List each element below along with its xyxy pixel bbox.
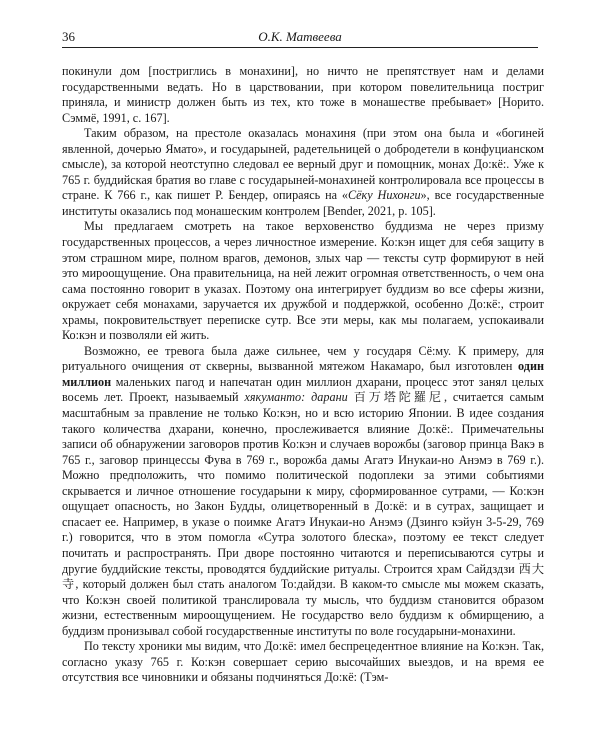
paragraph-text: , считается самым масштабным за правление не только Ко:кэн, но и всю историю Японии. В идее создания такого количества дхарани, конечно, прослеживается влияние До:кё:. Примечательны записи об обнаружении заговоров против Ко:кэн и случаев ворожбы (заговор принца Вакэ в 765 г., заговор принцессы Фува в 769 г., ворожба дамы Агатэ Инукаи-но Анэмэ в 769 г.). Можно предположить, что помимо политической подоплеки за этими событиями скрывается и личное отношение государыни к миру, сформированное сутрами, — Ко:кэн ощущает опасность, но Закон Будды, олицетворенный в До:кё: и в сутрах, защищает и спасает ее. Например, в указе о поимке Агатэ Инукаи-но Анэмэ (Дзинго кэйун 3-5-29, 769 г.) говорится, что в этом помогла «Сутра золотого блеска», поэтому ее текст следует почитать и распространять. При дворе постоянно читаются и переписываются сутры и другие буддийские тексты, проводятся буддийские ритуалы. Строится храм Сайдздзи bbox=[62, 390, 545, 576]
paragraph-text: Мы предлагаем смотреть на такое верховенство буддизма не через призму государственных процессов, а через личностное измерение. Ко:кэн ищет для себя защиту в этом страшном мире, полном врагов, демонов, злых чар — тексты сутр формируют в ней это мироощущение. Она правительница, на ней лежит огромная ответственность, о чем она сама постоянно говорит в указах. Поэтому она интегрирует буддизм во все сферы жизни, окружает себя монахами, заручается их дружбой и поддержкой, особенно До:кё:, строит храмы, покровительствует переписке сутр. Все эти меры, как мы полагаем, успокаивали Ко:кэн и позволяли ей жить. bbox=[62, 219, 544, 343]
paragraph-text: покинули дом [постриглись в монахини], но ничто не препятствует нам и делами государственными ведать. Но в царствовании, при котором повелительница постриг приняла, и министр должен быть из тех, кто тоже в монашестве пребывает» [Норито. Сэммё, 1991, с. 167]. bbox=[62, 64, 544, 125]
paragraph bbox=[62, 639, 544, 686]
cjk-term: 百万塔陀羅尼 bbox=[353, 390, 444, 405]
running-head bbox=[62, 27, 538, 48]
paragraph bbox=[62, 344, 544, 639]
paragraph-text: », все государственные институты оказались под монашеским контролем [Bender, 2021, p. 105]. bbox=[62, 188, 544, 218]
source-title: Сёку Нихонги bbox=[348, 188, 421, 203]
paragraph-text: По тексту хроники мы видим, что До:кё: имел беспрецедентное влияние на Ко:кэн. Так, согласно указу 765 г. Ко:кэн совершает серию высочайших выездов, и на время ее отсутствия все чиновники и обязаны подчиняться До:кё: (Тэм- bbox=[62, 639, 544, 685]
emphasis-bold: один миллион bbox=[62, 359, 544, 389]
page-number: 36 bbox=[62, 29, 75, 44]
paragraph-text: , который должен был стать аналогом То:дайдзи. В каком-то смысле мы можем сказать, что Ко:кэн своей политикой транслировала ту мысль, что буддизм становится образом жизни, естественным мироощущением. Не государство вело буддизм к обмирщению, а буддизм пронизывал собой государственные институты по воле государыни-монахини. bbox=[62, 577, 544, 638]
term-italic: хякумантo: дарани bbox=[244, 390, 348, 405]
cjk-term: 西大寺 bbox=[62, 561, 545, 592]
paragraph-text: маленьких пагод и напечатан один миллион дхарани, процесс этот занял целых восемь лет. Проект, называемый bbox=[62, 374, 544, 405]
paragraph bbox=[62, 126, 544, 219]
paragraph-text: Таким образом, на престоле оказалась монахиня (при этом она была и «богиней явленной, дочерью Ямато», и государыней, радетельницей о добродетели в конфуцианском смысле), за которой неотступно следовал ее верный друг и помощник, монах До:кё:. Уже к 765 г. буддийская братия во главе с государыней-монахиней контролировала все процессы в стране. К 766 г., как пишет Р. Бендер, опираясь на « bbox=[62, 126, 544, 203]
paragraph bbox=[62, 219, 544, 343]
body-text bbox=[62, 64, 544, 686]
paragraph-text: Возможно, ее тревога была даже сильнее, чем у государя Сё:му. К примеру, для ритуального очищения от скверны, вызванной мятежом Накамаро, был изготовлен bbox=[62, 343, 544, 374]
running-title: О.К. Матвеева bbox=[258, 29, 342, 44]
paragraph-continued bbox=[62, 64, 544, 126]
